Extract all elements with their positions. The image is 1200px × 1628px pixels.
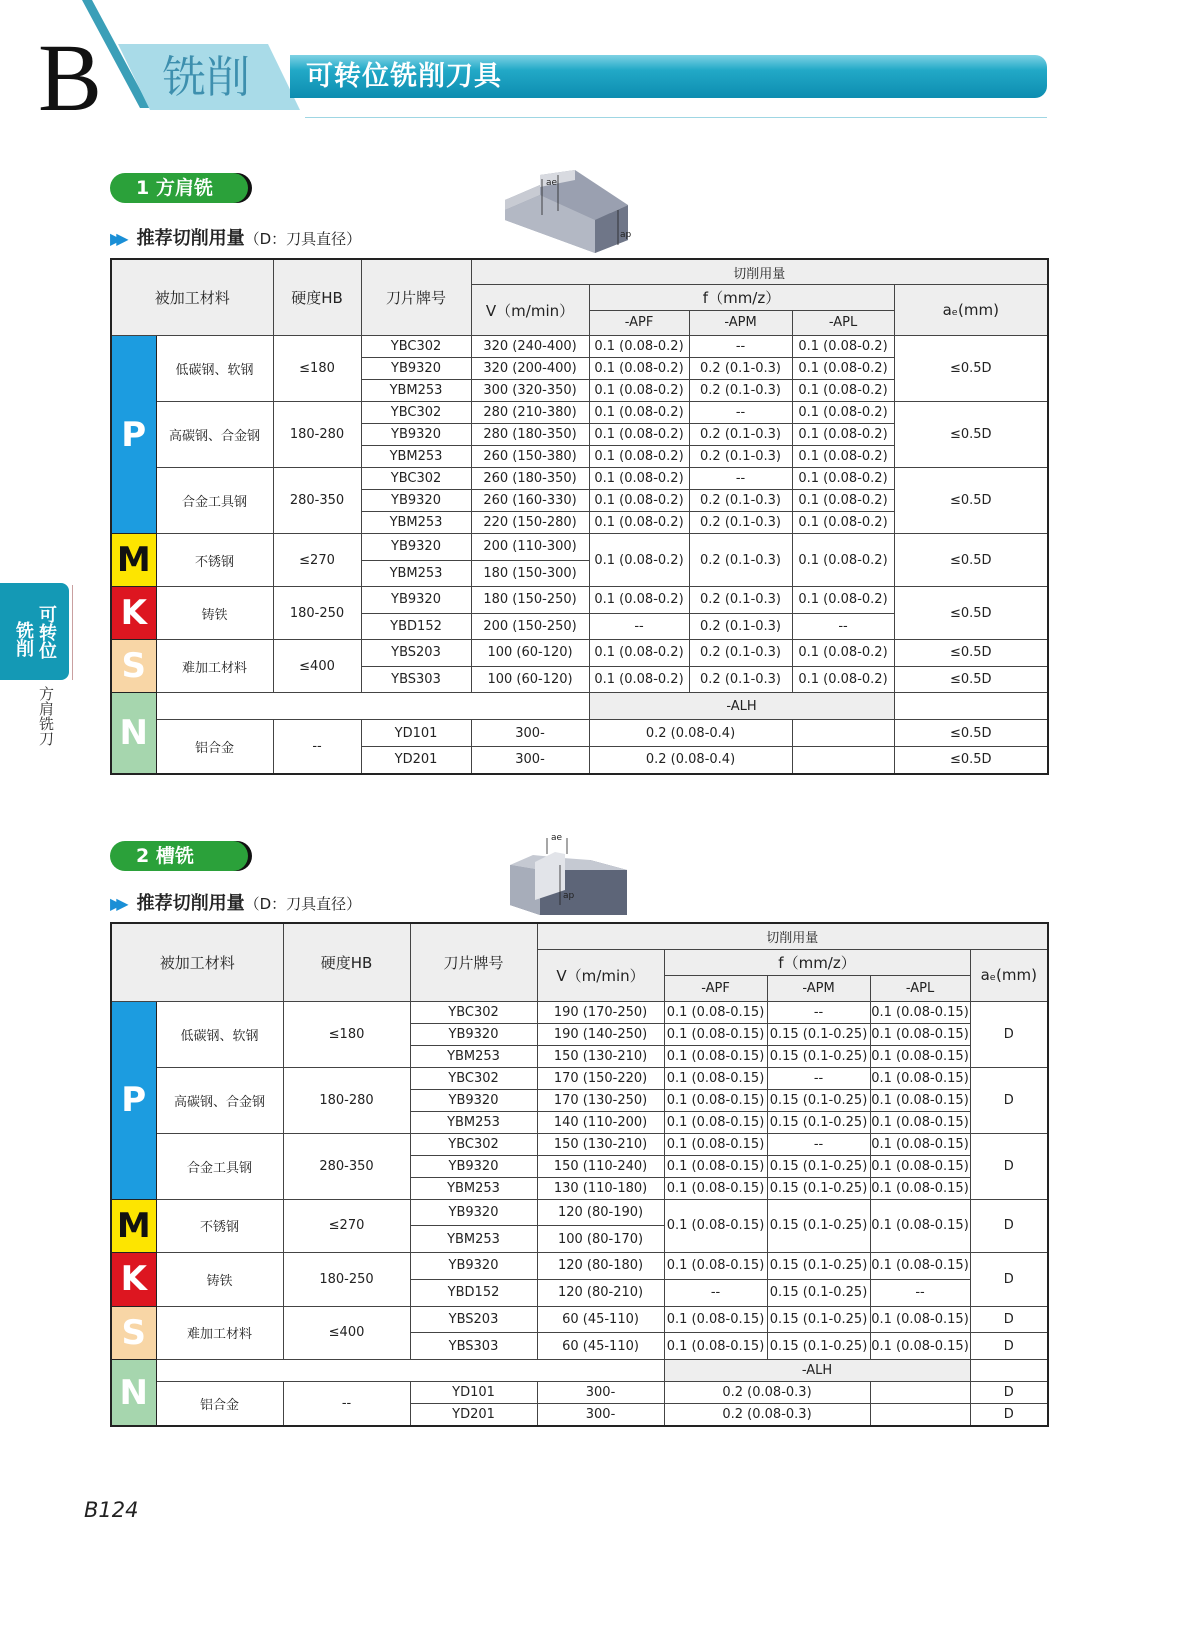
header-apm: -APM [767, 975, 870, 1001]
feed-apl: 0.1 (0.08-0.15) [870, 1067, 970, 1089]
grade: YB9320 [410, 1253, 537, 1280]
grade: YBM253 [361, 512, 471, 534]
grade: YD101 [410, 1382, 537, 1404]
grade: YBC302 [361, 336, 471, 358]
cutting-speed: 180 (150-250) [471, 587, 589, 614]
material-name: 难加工材料 [156, 1306, 283, 1360]
header-speed: V（m/min） [537, 949, 664, 1001]
material-name: 不锈钢 [156, 534, 273, 587]
feed-apm: 0.2 (0.1-0.3) [689, 640, 792, 667]
feed-apm: 0.2 (0.1-0.3) [689, 446, 792, 468]
feed-apm: -- [689, 336, 792, 358]
feed-apf: 0.1 (0.08-0.2) [589, 490, 689, 512]
ae-value: D [970, 1199, 1048, 1253]
grade: YBC302 [410, 1001, 537, 1023]
feed-apm: 0.15 (0.1-0.25) [767, 1253, 870, 1280]
cutting-speed: 120 (80-190) [537, 1199, 664, 1226]
ae-value: ≤0.5D [894, 336, 1048, 402]
grade: YD201 [410, 1404, 537, 1426]
feed-apf: 0.1 (0.08-0.2) [589, 468, 689, 490]
empty-cell [156, 1360, 664, 1382]
feed-apf: 0.1 (0.08-0.2) [589, 424, 689, 446]
table-row [111, 1253, 1048, 1280]
feed-apl: -- [792, 613, 894, 640]
grade: YBC302 [410, 1067, 537, 1089]
header-material: 被加工材料 [111, 923, 283, 1001]
ae-value: ≤0.5D [894, 534, 1048, 587]
grade: YBM253 [410, 1111, 537, 1133]
ae-value: D [970, 1133, 1048, 1199]
header-apl: -APL [870, 975, 970, 1001]
ap-label: ap [620, 230, 632, 240]
feed-apl: -- [870, 1279, 970, 1306]
cutting-speed: 300- [537, 1382, 664, 1404]
hardness: 180-280 [283, 1067, 410, 1133]
hardness: ≤270 [273, 534, 361, 587]
feed-apm: -- [767, 1067, 870, 1089]
subtitle-text: 推荐切削用量 [136, 893, 245, 914]
feed-apm: 0.2 (0.1-0.3) [689, 534, 792, 587]
feed-apl: 0.1 (0.08-0.15) [870, 1177, 970, 1199]
material-name: 不锈钢 [156, 1199, 283, 1253]
feed-apm: 0.2 (0.1-0.3) [689, 358, 792, 380]
section-subtitle-2 [110, 893, 361, 915]
material-name: 难加工材料 [156, 640, 273, 693]
material-class-S: S [111, 640, 156, 693]
table-row [111, 468, 1048, 490]
feed-apf: 0.1 (0.08-0.15) [664, 1155, 767, 1177]
ae-value: D [970, 1067, 1048, 1133]
cutting-speed: 220 (150-280) [471, 512, 589, 534]
ae-value: ≤0.5D [894, 468, 1048, 534]
grade: YB9320 [361, 587, 471, 614]
hardness: ≤400 [273, 640, 361, 693]
feed-alh: 0.2 (0.08-0.3) [664, 1382, 870, 1404]
table-row [111, 402, 1048, 424]
side-note: 方肩铣刀 [37, 686, 55, 746]
table-row [111, 1001, 1048, 1023]
feed-apm: 0.15 (0.1-0.25) [767, 1177, 870, 1199]
feed-apf: 0.1 (0.08-0.15) [664, 1306, 767, 1333]
chapter-letter: B [38, 24, 101, 131]
hardness: 180-280 [273, 402, 361, 468]
material-class-N: N [111, 1360, 156, 1426]
material-name: 铸铁 [156, 1253, 283, 1307]
grade: YB9320 [361, 358, 471, 380]
ae-value: ≤0.5D [894, 587, 1048, 640]
ae-label: ae [551, 833, 563, 843]
empty-cell [870, 1404, 970, 1426]
feed-apl: 0.1 (0.08-0.2) [792, 640, 894, 667]
cutting-speed: 170 (130-250) [537, 1089, 664, 1111]
feed-apf: 0.1 (0.08-0.15) [664, 1199, 767, 1253]
cutting-speed: 190 (170-250) [537, 1001, 664, 1023]
side-tab[interactable] [0, 583, 69, 680]
ae-value: ≤0.5D [894, 640, 1048, 667]
grade: YBM253 [361, 446, 471, 468]
table-row [111, 640, 1048, 667]
material-class-K: K [111, 1253, 156, 1307]
shoulder-milling-illustration [500, 165, 635, 260]
header-feed: f（mm/z） [589, 285, 894, 311]
feed-apm: 0.15 (0.1-0.25) [767, 1279, 870, 1306]
grade: YB9320 [361, 490, 471, 512]
grade: YBS303 [361, 666, 471, 693]
header-row [111, 923, 1048, 949]
header-alh: -ALH [664, 1360, 970, 1382]
feed-apl: 0.1 (0.08-0.15) [870, 1089, 970, 1111]
section-pill-2: 2 槽铣 [110, 841, 248, 871]
grade: YBC302 [410, 1133, 537, 1155]
header-material: 被加工材料 [111, 259, 273, 336]
material-name: 低碳钢、软钢 [156, 1001, 283, 1067]
material-class-N: N [111, 693, 156, 774]
cutting-speed: 150 (130-210) [537, 1045, 664, 1067]
grade: YD101 [361, 720, 471, 747]
feed-apl: 0.1 (0.08-0.15) [870, 1333, 970, 1360]
grade: YBS303 [410, 1333, 537, 1360]
hardness: 180-250 [283, 1253, 410, 1307]
ae-value: ≤0.5D [894, 666, 1048, 693]
feed-apf: 0.1 (0.08-0.2) [589, 402, 689, 424]
cutting-speed: 280 (210-380) [471, 402, 589, 424]
grade: YB9320 [361, 534, 471, 561]
cutting-speed: 60 (45-110) [537, 1333, 664, 1360]
table-row [111, 1067, 1048, 1089]
material-name: 高碳钢、合金钢 [156, 1067, 283, 1133]
feed-apl: 0.1 (0.08-0.2) [792, 468, 894, 490]
grade: YB9320 [410, 1023, 537, 1045]
hardness: 280-350 [273, 468, 361, 534]
feed-apm: 0.2 (0.1-0.3) [689, 380, 792, 402]
cutting-speed: 200 (150-250) [471, 613, 589, 640]
cutting-speed: 150 (130-210) [537, 1133, 664, 1155]
cutting-speed: 300- [537, 1404, 664, 1426]
grade: YBD152 [361, 613, 471, 640]
feed-apl: 0.1 (0.08-0.2) [792, 336, 894, 358]
ae-value: ≤0.5D [894, 747, 1048, 774]
cutting-speed: 120 (80-210) [537, 1279, 664, 1306]
feed-apl: 0.1 (0.08-0.2) [792, 666, 894, 693]
header-cutting-data: 切削用量 [537, 923, 1048, 949]
feed-apf: 0.1 (0.08-0.2) [589, 358, 689, 380]
cutting-speed: 260 (150-380) [471, 446, 589, 468]
material-name: 低碳钢、软钢 [156, 336, 273, 402]
cutting-speed: 300- [471, 747, 589, 774]
feed-apf: 0.1 (0.08-0.2) [589, 587, 689, 614]
divider [305, 117, 1047, 118]
page-number: B124 [84, 1498, 139, 1522]
side-tab-line2: 铣削 [13, 620, 34, 657]
feed-apm: 0.15 (0.1-0.25) [767, 1306, 870, 1333]
subtitle-note: （D：刀具直径） [244, 230, 362, 248]
section-pill-1: 1 方肩铣 [110, 173, 248, 203]
feed-apf: 0.1 (0.08-0.2) [589, 534, 689, 587]
ap-label: ap [563, 891, 575, 901]
grade: YBS203 [410, 1306, 537, 1333]
cutting-speed: 260 (160-330) [471, 490, 589, 512]
material-class-M: M [111, 534, 156, 587]
header-apf: -APF [664, 975, 767, 1001]
material-class-S: S [111, 1306, 156, 1360]
feed-apm: 0.2 (0.1-0.3) [689, 424, 792, 446]
feed-apl: 0.1 (0.08-0.15) [870, 1045, 970, 1067]
feed-apm: -- [689, 468, 792, 490]
feed-apf: 0.1 (0.08-0.15) [664, 1333, 767, 1360]
grade: YB9320 [410, 1089, 537, 1111]
feed-apf: 0.1 (0.08-0.15) [664, 1089, 767, 1111]
feed-apl: 0.1 (0.08-0.2) [792, 402, 894, 424]
double-arrow-icon: ▶▶ [110, 894, 123, 913]
cutting-speed: 200 (110-300) [471, 534, 589, 561]
feed-apf: 0.1 (0.08-0.15) [664, 1177, 767, 1199]
feed-apf: 0.1 (0.08-0.15) [664, 1045, 767, 1067]
table-row [111, 1199, 1048, 1226]
hardness: -- [273, 720, 361, 774]
feed-apf: 0.1 (0.08-0.2) [589, 380, 689, 402]
feed-apf: 0.1 (0.08-0.2) [589, 446, 689, 468]
ae-value: D [970, 1253, 1048, 1307]
cutting-speed: 180 (150-300) [471, 560, 589, 587]
header-apl: -APL [792, 310, 894, 336]
hardness: -- [283, 1382, 410, 1426]
header-ae: aₑ(mm) [894, 285, 1048, 336]
cutting-speed: 320 (200-400) [471, 358, 589, 380]
feed-apm: 0.15 (0.1-0.25) [767, 1089, 870, 1111]
material-class-M: M [111, 1199, 156, 1253]
material-class-K: K [111, 587, 156, 640]
cutting-speed: 150 (110-240) [537, 1155, 664, 1177]
cutting-speed: 130 (110-180) [537, 1177, 664, 1199]
cutting-speed: 100 (60-120) [471, 666, 589, 693]
feed-apl: 0.1 (0.08-0.15) [870, 1253, 970, 1280]
grade: YD201 [361, 747, 471, 774]
material-name: 合金工具钢 [156, 468, 273, 534]
feed-apf: 0.1 (0.08-0.15) [664, 1023, 767, 1045]
hardness: ≤180 [283, 1001, 410, 1067]
grade: YB9320 [410, 1155, 537, 1177]
feed-apf: 0.1 (0.08-0.2) [589, 666, 689, 693]
header-feed: f（mm/z） [664, 949, 970, 975]
side-tab-line1: 可转位 [36, 604, 57, 659]
grade: YB9320 [361, 424, 471, 446]
material-name: 高碳钢、合金钢 [156, 402, 273, 468]
feed-apf: 0.1 (0.08-0.15) [664, 1133, 767, 1155]
feed-apl: 0.1 (0.08-0.2) [792, 380, 894, 402]
side-divider [72, 585, 73, 680]
feed-apf: 0.1 (0.08-0.15) [664, 1111, 767, 1133]
table-row [111, 587, 1048, 614]
material-name: 合金工具钢 [156, 1133, 283, 1199]
cutting-speed: 260 (180-350) [471, 468, 589, 490]
empty-cell [156, 693, 589, 720]
page-title: 可转位铣削刀具 [306, 61, 502, 92]
ae-value: D [970, 1404, 1048, 1426]
header-apf: -APF [589, 310, 689, 336]
feed-apl: 0.1 (0.08-0.2) [792, 490, 894, 512]
material-class-P: P [111, 336, 156, 534]
grade: YBM253 [410, 1177, 537, 1199]
feed-apf: -- [589, 613, 689, 640]
cutting-speed: 170 (150-220) [537, 1067, 664, 1089]
grade: YBM253 [361, 380, 471, 402]
feed-apl: 0.1 (0.08-0.15) [870, 1001, 970, 1023]
empty-cell [870, 1382, 970, 1404]
feed-apl: 0.1 (0.08-0.2) [792, 358, 894, 380]
feed-apl: 0.1 (0.08-0.15) [870, 1023, 970, 1045]
table-row [111, 720, 1048, 747]
cutting-speed: 120 (80-180) [537, 1253, 664, 1280]
feed-apl: 0.1 (0.08-0.2) [792, 512, 894, 534]
cutting-speed: 280 (180-350) [471, 424, 589, 446]
header-apm: -APM [689, 310, 792, 336]
feed-alh: 0.2 (0.08-0.3) [664, 1404, 870, 1426]
cutting-speed: 320 (240-400) [471, 336, 589, 358]
ae-value: D [970, 1333, 1048, 1360]
hardness: ≤270 [283, 1199, 410, 1253]
ae-value: D [970, 1001, 1048, 1067]
header-hardness: 硬度HB [273, 259, 361, 336]
subtitle-note: （D：刀具直径） [244, 895, 362, 913]
subtitle-text: 推荐切削用量 [136, 228, 245, 249]
chapter-title: 铣削 [162, 52, 250, 103]
feed-apl: 0.1 (0.08-0.15) [870, 1133, 970, 1155]
feed-apl: 0.1 (0.08-0.15) [870, 1111, 970, 1133]
grade: YB9320 [410, 1199, 537, 1226]
feed-apm: -- [767, 1001, 870, 1023]
ae-value: ≤0.5D [894, 720, 1048, 747]
empty-cell [792, 747, 894, 774]
cutting-speed: 100 (60-120) [471, 640, 589, 667]
ae-value: D [970, 1306, 1048, 1333]
feed-apm: 0.2 (0.1-0.3) [689, 490, 792, 512]
feed-apm: 0.15 (0.1-0.25) [767, 1023, 870, 1045]
ae-label: ae [546, 178, 558, 188]
hardness: 180-250 [273, 587, 361, 640]
grade: YBM253 [361, 560, 471, 587]
alh-header-row [111, 693, 1048, 720]
hardness: 280-350 [283, 1133, 410, 1199]
feed-apm: 0.15 (0.1-0.25) [767, 1199, 870, 1253]
header-row [111, 259, 1048, 285]
double-arrow-icon: ▶▶ [110, 229, 123, 248]
grade: YBD152 [410, 1279, 537, 1306]
feed-apm: 0.15 (0.1-0.25) [767, 1333, 870, 1360]
cutting-speed: 100 (80-170) [537, 1226, 664, 1253]
material-name: 铝合金 [156, 1382, 283, 1426]
hardness: ≤180 [273, 336, 361, 402]
header-ae: aₑ(mm) [970, 949, 1048, 1001]
feed-apf: 0.1 (0.08-0.2) [589, 640, 689, 667]
cutting-speed: 190 (140-250) [537, 1023, 664, 1045]
feed-apf: 0.1 (0.08-0.2) [589, 512, 689, 534]
feed-apm: 0.2 (0.1-0.3) [689, 512, 792, 534]
slot-milling-illustration [505, 830, 640, 925]
feed-apm: 0.15 (0.1-0.25) [767, 1111, 870, 1133]
feed-apf: 0.1 (0.08-0.15) [664, 1253, 767, 1280]
grade: YBM253 [410, 1045, 537, 1067]
feed-apf: 0.1 (0.08-0.15) [664, 1067, 767, 1089]
feed-apl: 0.1 (0.08-0.2) [792, 424, 894, 446]
grade: YBM253 [410, 1226, 537, 1253]
grade: YBS203 [361, 640, 471, 667]
header-alh: -ALH [589, 693, 894, 720]
header-grade: 刀片牌号 [361, 259, 471, 336]
material-name: 铸铁 [156, 587, 273, 640]
feed-apf: 0.1 (0.08-0.2) [589, 336, 689, 358]
cutting-data-table-slot [110, 922, 1049, 1427]
feed-apf: 0.1 (0.08-0.15) [664, 1001, 767, 1023]
feed-apm: -- [689, 402, 792, 424]
cutting-speed: 300- [471, 720, 589, 747]
header-cutting-data: 切削用量 [471, 259, 1048, 285]
table-row [111, 336, 1048, 358]
feed-apm: -- [767, 1133, 870, 1155]
header-grade: 刀片牌号 [410, 923, 537, 1001]
cutting-data-table-shoulder [110, 258, 1049, 775]
grade: YBC302 [361, 402, 471, 424]
feed-apl: 0.1 (0.08-0.15) [870, 1306, 970, 1333]
hardness: ≤400 [283, 1306, 410, 1360]
table-row [111, 1382, 1048, 1404]
material-name: 铝合金 [156, 720, 273, 774]
header-hardness: 硬度HB [283, 923, 410, 1001]
section-subtitle-1 [110, 228, 361, 250]
material-class-P: P [111, 1001, 156, 1199]
feed-alh: 0.2 (0.08-0.4) [589, 720, 792, 747]
empty-cell [792, 720, 894, 747]
header-speed: V（m/min） [471, 285, 589, 336]
feed-alh: 0.2 (0.08-0.4) [589, 747, 792, 774]
feed-apl: 0.1 (0.08-0.2) [792, 587, 894, 614]
feed-apl: 0.1 (0.08-0.15) [870, 1155, 970, 1177]
grade: YBC302 [361, 468, 471, 490]
table-row [111, 534, 1048, 561]
feed-apl: 0.1 (0.08-0.2) [792, 446, 894, 468]
empty-cell [894, 693, 1048, 720]
feed-apm: 0.15 (0.1-0.25) [767, 1155, 870, 1177]
table-row [111, 1306, 1048, 1333]
feed-apl: 0.1 (0.08-0.15) [870, 1199, 970, 1253]
ae-value: D [970, 1382, 1048, 1404]
feed-apl: 0.1 (0.08-0.2) [792, 534, 894, 587]
empty-cell [970, 1360, 1048, 1382]
table-row [111, 1133, 1048, 1155]
ae-value: ≤0.5D [894, 402, 1048, 468]
feed-apf: -- [664, 1279, 767, 1306]
feed-apm: 0.2 (0.1-0.3) [689, 666, 792, 693]
cutting-speed: 140 (110-200) [537, 1111, 664, 1133]
feed-apm: 0.15 (0.1-0.25) [767, 1045, 870, 1067]
feed-apm: 0.2 (0.1-0.3) [689, 613, 792, 640]
cutting-speed: 60 (45-110) [537, 1306, 664, 1333]
cutting-speed: 300 (320-350) [471, 380, 589, 402]
feed-apm: 0.2 (0.1-0.3) [689, 587, 792, 614]
alh-header-row [111, 1360, 1048, 1382]
